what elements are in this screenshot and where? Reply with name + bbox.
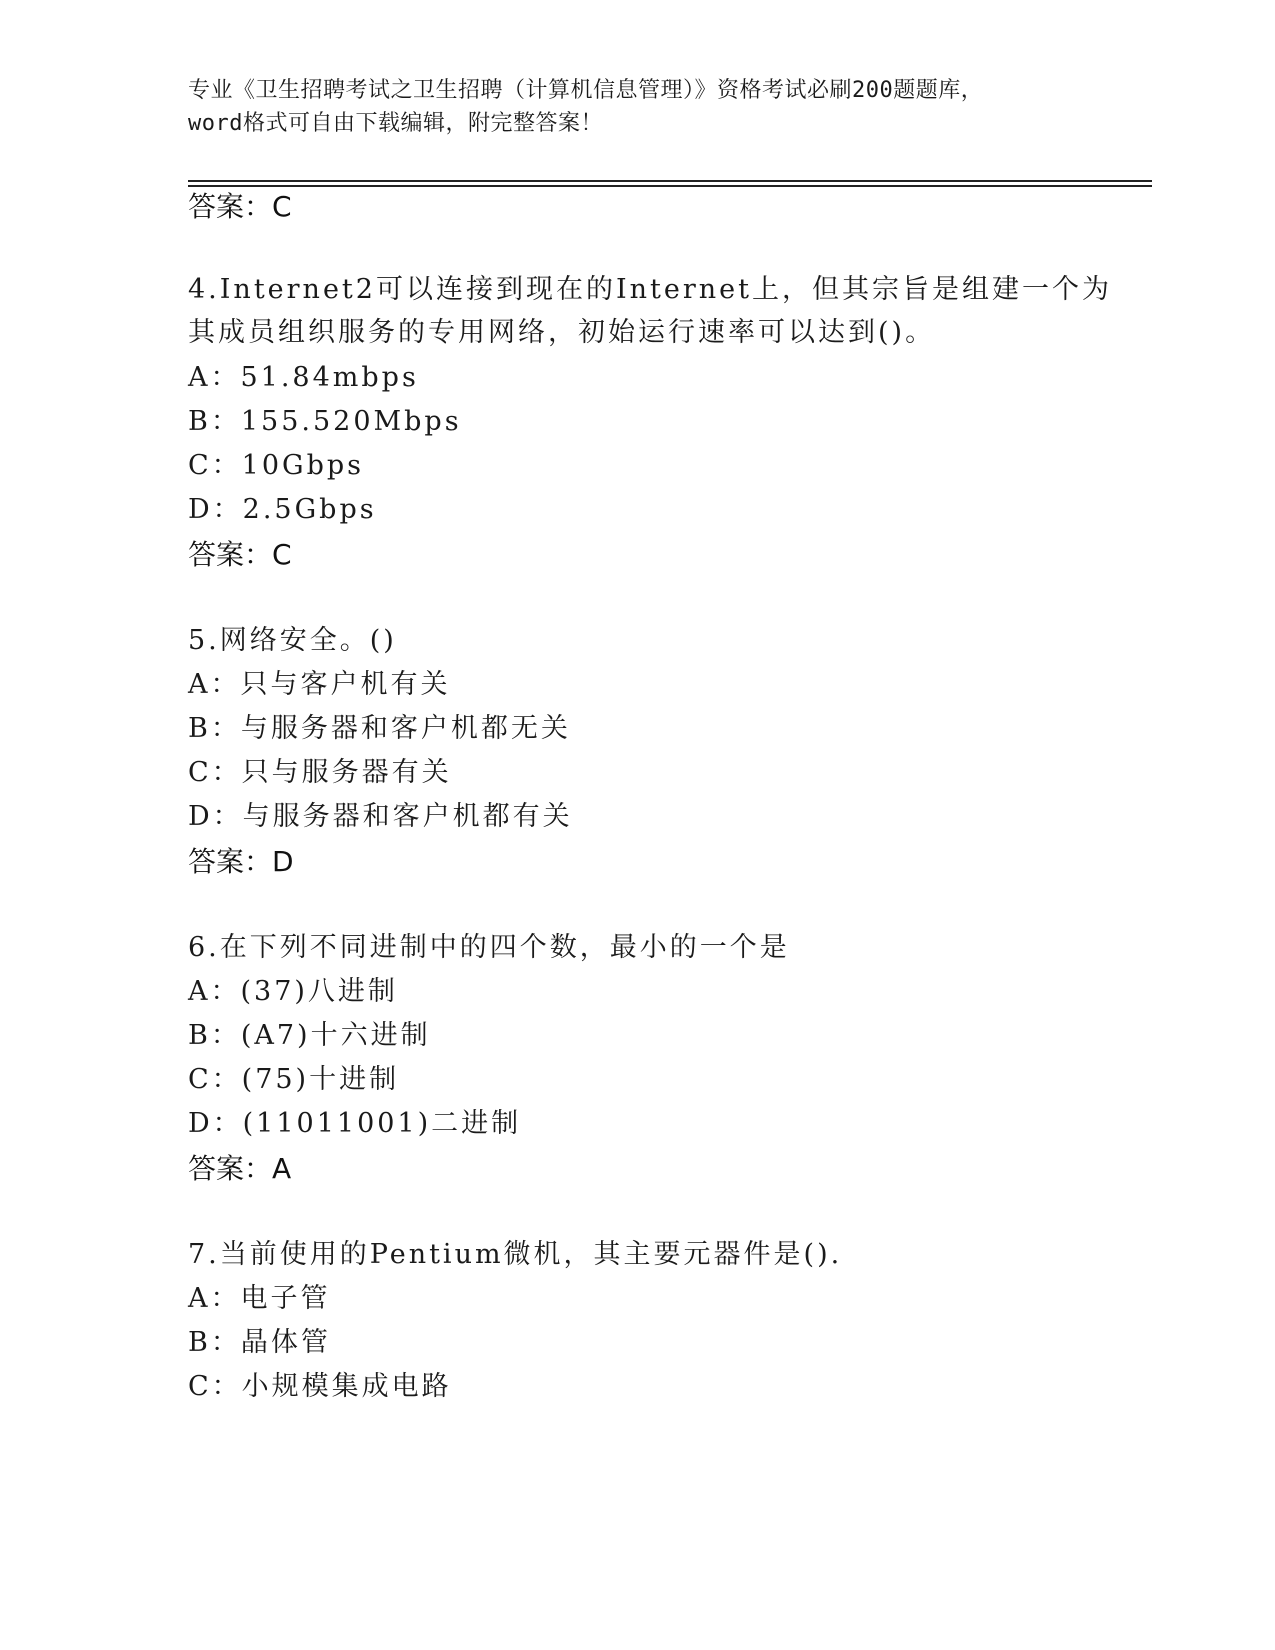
question-6-option-b: B：(A7)十六进制 (188, 1020, 431, 1051)
question-5-option-c: C：只与服务器有关 (188, 757, 452, 788)
question-7-option-a: A：电子管 (188, 1283, 331, 1314)
question-6-option-a: A：(37)八进制 (188, 976, 398, 1007)
header-line-2: word格式可自由下载编辑，附完整答案！ (188, 111, 603, 136)
question-4-text-line-1: 4.Internet2可以连接到现在的Internet上，但其宗旨是组建一个为 (188, 274, 1112, 305)
question-6-option-c: C：(75)十进制 (188, 1064, 400, 1095)
question-4-option-c: C：10Gbps (188, 450, 365, 481)
question-4-text-line-2: 其成员组织服务的专用网络，初始运行速率可以达到()。 (188, 317, 936, 348)
question-5-option-a: A：只与客户机有关 (188, 669, 451, 700)
question-7-option-b: B：晶体管 (188, 1327, 331, 1358)
question-4-answer: 答案：C (188, 538, 292, 571)
question-5-option-d: D：与服务器和客户机都有关 (188, 801, 573, 832)
header-divider-top (188, 180, 1152, 182)
document-header (188, 74, 1088, 140)
question-4-option-b: B：155.520Mbps (188, 406, 462, 437)
question-5-text: 5.网络安全。() (188, 625, 397, 656)
question-4-option-d: D：2.5Gbps (188, 494, 377, 525)
question-6-answer: 答案：A (188, 1152, 292, 1185)
question-6-option-d: D：(11011001)二进制 (188, 1108, 522, 1139)
answer-q3: 答案：C (188, 190, 292, 223)
question-5-option-b: B：与服务器和客户机都无关 (188, 713, 571, 744)
question-4-option-a: A：51.84mbps (188, 362, 419, 393)
question-7-option-c: C：小规模集成电路 (188, 1371, 452, 1402)
question-6-text: 6.在下列不同进制中的四个数，最小的一个是 (188, 932, 790, 963)
header-divider-bottom (188, 185, 1152, 187)
header-line-1: 专业《卫生招聘考试之卫生招聘（计算机信息管理）》资格考试必刷200题题库， (188, 78, 984, 103)
question-5-answer: 答案：D (188, 845, 294, 878)
question-7-text: 7.当前使用的Pentium微机，其主要元器件是(). (188, 1239, 843, 1270)
